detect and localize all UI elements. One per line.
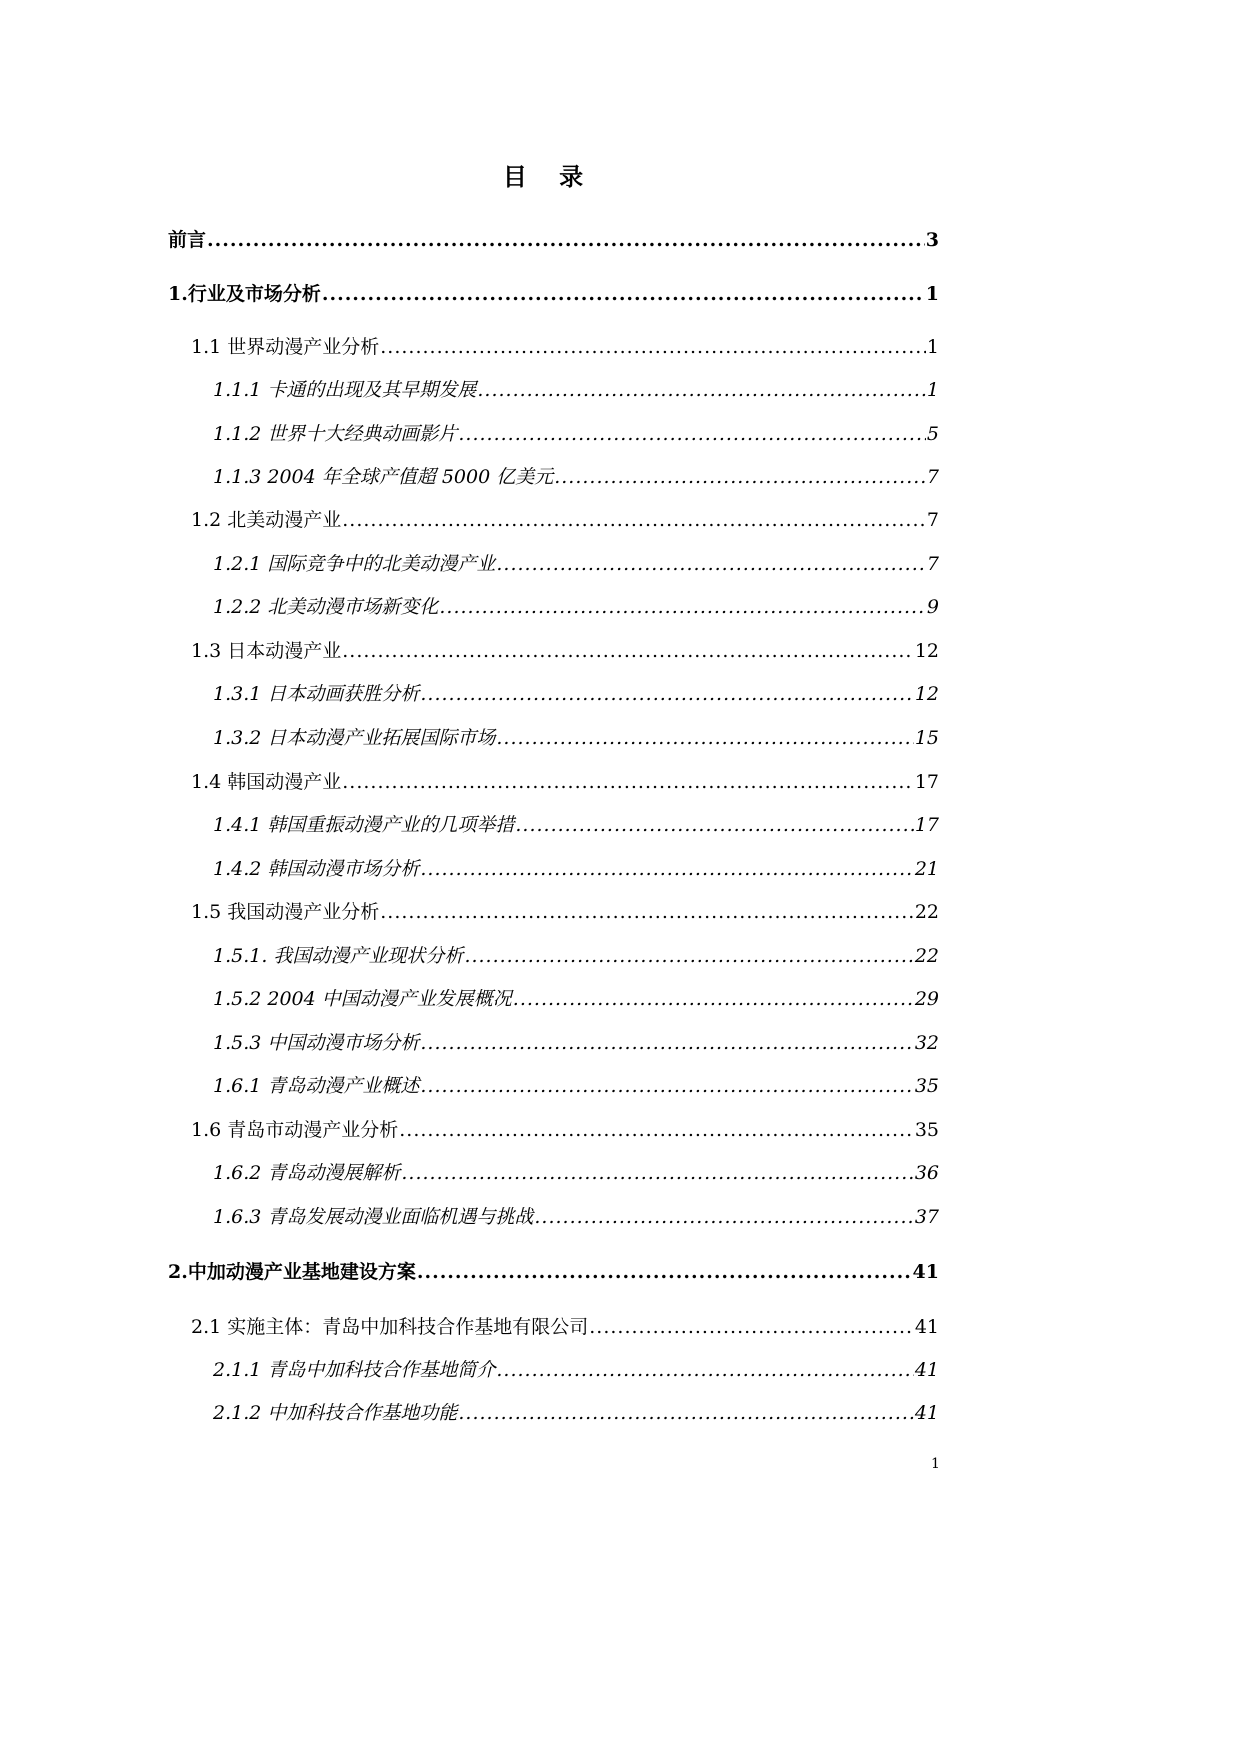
toc-entry-page: 7 (926, 509, 939, 531)
toc-leader-dots (420, 1030, 913, 1056)
toc-entry-page: 12 (914, 683, 939, 705)
toc-entry[interactable] (213, 1357, 939, 1383)
toc-entry[interactable] (191, 1117, 939, 1143)
toc-entry[interactable] (191, 899, 939, 925)
toc-entry-page: 32 (914, 1032, 939, 1054)
toc-entry-page: 17 (914, 771, 939, 793)
toc-leader-dots (420, 1073, 913, 1099)
toc-entry-page: 41 (914, 1402, 939, 1424)
toc-entry-label: 1.3.1 日本动画获胜分析 (213, 683, 420, 705)
toc-entry-label: 1.1.3 2004 年全球产值超 5000 亿美元 (213, 466, 554, 488)
toc-entry-page: 12 (914, 640, 939, 662)
toc-entry[interactable] (213, 594, 939, 620)
toc-entry-page: 41 (914, 1359, 939, 1381)
toc-entry[interactable] (191, 638, 939, 664)
toc-entry-page: 15 (914, 727, 939, 749)
toc-entry-label: 1.3 日本动漫产业 (191, 640, 342, 662)
page-title: 目 录 (502, 162, 596, 191)
toc-entry-label: 1.4.1 韩国重振动漫产业的几项举措 (213, 814, 515, 836)
toc-entry[interactable] (213, 986, 939, 1012)
toc-entry-label: 1.行业及市场分析 (168, 283, 321, 305)
toc-leader-dots (420, 856, 913, 882)
toc-entry-label: 1.4.2 韩国动漫市场分析 (213, 858, 420, 880)
toc-entry[interactable] (213, 856, 939, 882)
toc-entry-page: 35 (914, 1119, 939, 1141)
toc-entry[interactable] (213, 812, 939, 838)
toc-leader-dots (458, 421, 926, 447)
toc-entry[interactable] (168, 281, 939, 307)
toc-entry-label: 1.1.2 世界十大经典动画影片 (213, 423, 458, 445)
toc-entry-page: 9 (926, 596, 939, 618)
toc-entry-page: 41 (914, 1316, 939, 1338)
toc-leader-dots (399, 1117, 914, 1143)
toc-entry-page: 35 (914, 1075, 939, 1097)
toc-entry-page: 1 (926, 336, 939, 358)
toc-leader-dots (417, 1259, 912, 1285)
toc-entry[interactable] (213, 421, 939, 447)
toc-entry-page: 3 (925, 229, 939, 251)
toc-entry-page: 1 (926, 379, 939, 401)
toc-entry[interactable] (213, 943, 939, 969)
toc-entry-page: 7 (926, 466, 939, 488)
page-number: 1 (931, 1456, 940, 1472)
toc-entry[interactable] (168, 1259, 939, 1285)
toc-entry-label: 1.4 韩国动漫产业 (191, 771, 342, 793)
toc-entry-label: 1.6.3 青岛发展动漫业面临机遇与挑战 (213, 1206, 534, 1228)
toc-entry[interactable] (191, 334, 939, 360)
toc-entry-label: 1.6.2 青岛动漫展解析 (213, 1162, 401, 1184)
toc-entry-page: 29 (914, 988, 939, 1010)
toc-entry-label: 1.2 北美动漫产业 (191, 509, 342, 531)
toc-entry-label: 1.3.2 日本动漫产业拓展国际市场 (213, 727, 496, 749)
toc-entry[interactable] (213, 725, 939, 751)
toc-entry-page: 37 (914, 1206, 939, 1228)
toc-entry-page: 22 (914, 901, 939, 923)
toc-entry[interactable] (168, 227, 939, 253)
toc-entry-page: 17 (914, 814, 939, 836)
toc-leader-dots (207, 227, 925, 253)
toc-entry-label: 1.5.1. 我国动漫产业现状分析 (213, 945, 464, 967)
toc-leader-dots (513, 986, 914, 1012)
toc-entry-label: 1.6.1 青岛动漫产业概述 (213, 1075, 420, 1097)
toc-entry[interactable] (213, 681, 939, 707)
toc-entry-label: 1.5.2 2004 中国动漫产业发展概况 (213, 988, 512, 1010)
toc-entry-page: 22 (914, 945, 939, 967)
toc-leader-dots (515, 812, 913, 838)
toc-entry-label: 1.5 我国动漫产业分析 (191, 901, 380, 923)
toc-entry[interactable] (213, 551, 939, 577)
toc-entry-label: 1.6 青岛市动漫产业分析 (191, 1119, 399, 1141)
toc-leader-dots (420, 681, 913, 707)
toc-entry-label: 2.中加动漫产业基地建设方案 (168, 1261, 416, 1283)
toc-entry[interactable] (191, 769, 939, 795)
toc-entry-label: 1.1 世界动漫产业分析 (191, 336, 380, 358)
toc-leader-dots (458, 1400, 913, 1426)
toc-leader-dots (401, 1160, 913, 1186)
toc-entry[interactable] (191, 507, 939, 533)
toc-leader-dots (496, 551, 926, 577)
toc-leader-dots (496, 725, 913, 751)
toc-entry-label: 1.1.1 卡通的出现及其早期发展 (213, 379, 477, 401)
toc-entry[interactable] (213, 377, 939, 403)
toc-entry[interactable] (213, 1073, 939, 1099)
toc-leader-dots (380, 899, 914, 925)
toc-entry-label: 前言 (168, 229, 207, 251)
toc-entry[interactable] (213, 1160, 939, 1186)
toc-leader-dots (439, 594, 926, 620)
toc-entry[interactable] (213, 1400, 939, 1426)
toc-entry-page: 5 (926, 423, 939, 445)
toc-entry-page: 21 (914, 858, 939, 880)
toc-leader-dots (589, 1314, 914, 1340)
toc-entry-page: 36 (914, 1162, 939, 1184)
toc-entry[interactable] (213, 464, 939, 490)
toc-leader-dots (464, 943, 913, 969)
toc-entry-label: 2.1 实施主体：青岛中加科技合作基地有限公司 (191, 1316, 589, 1338)
toc-leader-dots (380, 334, 926, 360)
toc-leader-dots (342, 507, 926, 533)
toc-entry-page: 7 (926, 553, 939, 575)
toc-entry-label: 1.2.1 国际竞争中的北美动漫产业 (213, 553, 496, 575)
toc-entry[interactable] (213, 1204, 939, 1230)
toc-entry-label: 1.2.2 北美动漫市场新变化 (213, 596, 439, 618)
toc-entry-label: 2.1.1 青岛中加科技合作基地简介 (213, 1359, 496, 1381)
toc-leader-dots (534, 1204, 913, 1230)
toc-entry-page: 1 (925, 283, 939, 305)
toc-leader-dots (342, 638, 914, 664)
toc-leader-dots (322, 281, 925, 307)
toc-entry-page: 41 (912, 1261, 939, 1283)
toc-leader-dots (554, 464, 926, 490)
toc-leader-dots (342, 769, 914, 795)
toc-entry[interactable] (191, 1314, 939, 1340)
toc-entry-label: 2.1.2 中加科技合作基地功能 (213, 1402, 458, 1424)
toc-entry-label: 1.5.3 中国动漫市场分析 (213, 1032, 420, 1054)
toc-leader-dots (477, 377, 926, 403)
toc-leader-dots (496, 1357, 913, 1383)
toc-entry[interactable] (213, 1030, 939, 1056)
